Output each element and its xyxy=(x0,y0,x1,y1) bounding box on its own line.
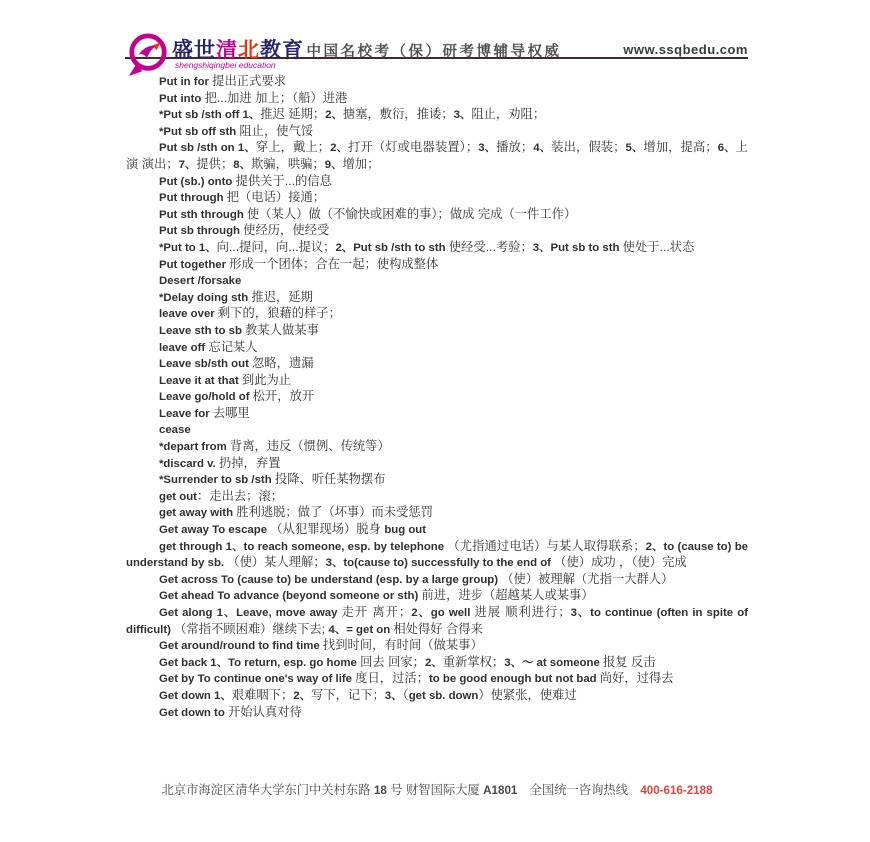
text-segment: 2、 xyxy=(424,656,443,669)
entry-paragraph xyxy=(126,422,748,439)
text-segment: 推迟 延期； xyxy=(260,107,326,122)
text-segment: 阻止，使气馁 xyxy=(239,123,314,138)
text-segment: Get back 1、To return, esp. go home xyxy=(159,656,361,669)
phrase-list xyxy=(126,74,748,721)
text-segment: Get across To (cause to) be understand (esp. by a large group) xyxy=(159,573,502,586)
entry-paragraph xyxy=(126,356,748,373)
text-segment: Leave for xyxy=(159,407,213,420)
text-segment: 使处于...状态 xyxy=(622,239,695,254)
text-segment: cease xyxy=(159,424,191,437)
text-segment: 3、～ at someone xyxy=(504,656,603,669)
entry-paragraph xyxy=(126,705,748,722)
text-segment: （ xyxy=(402,687,409,702)
text-segment: 报复 反击 xyxy=(602,654,656,669)
entry-paragraph xyxy=(126,340,748,357)
entry-paragraph xyxy=(126,124,748,141)
entry-paragraph xyxy=(126,74,748,91)
text-segment: ）使紧张，使难过 xyxy=(478,687,577,702)
text-segment: Put into xyxy=(159,92,205,105)
text-segment: 3、 xyxy=(384,689,403,702)
entry-paragraph xyxy=(126,655,748,672)
entry-paragraph xyxy=(126,389,748,406)
text-segment: 提供关于...的信息 xyxy=(235,173,332,188)
text-segment: 教育 xyxy=(260,39,304,62)
entry-paragraph xyxy=(126,505,748,522)
text-segment: 清 xyxy=(216,39,238,62)
text-segment: 增加，提高； xyxy=(643,140,718,155)
text-segment: 推迟，延期 xyxy=(251,289,313,304)
text-segment: 5、 xyxy=(625,142,644,155)
text-segment: Put (sb.) onto xyxy=(159,175,236,188)
text-segment: 重新掌权； xyxy=(442,654,505,669)
text-segment: *discard v. xyxy=(159,457,219,470)
text-segment: 全国统一咨询热线 xyxy=(517,783,641,797)
text-segment: *Put to 1、 xyxy=(159,241,217,254)
text-segment: 3、 xyxy=(453,109,472,122)
text-segment: （使）某人理解； xyxy=(227,555,326,570)
text-segment: 找到时间，有时间（做某事） xyxy=(322,638,483,653)
text-segment: 400-616-2188 xyxy=(640,784,713,797)
text-segment: 向...提问，向...提议； xyxy=(216,239,336,254)
entry-paragraph xyxy=(126,140,748,173)
text-segment: Get around/round to find time xyxy=(159,640,323,653)
text-segment: 装出，假装； xyxy=(551,140,626,155)
entry-paragraph xyxy=(126,323,748,340)
text-segment: 号 财智国际大厦 xyxy=(386,783,484,797)
text-segment: 2、to (cause to) be understand by sb. xyxy=(126,540,748,570)
text-segment: 2、go well xyxy=(411,607,475,619)
text-segment: Leave it at that xyxy=(159,374,242,387)
entry-paragraph xyxy=(126,572,748,589)
text-segment: 把（电话）接通； xyxy=(226,190,326,205)
text-segment: 3、to(cause to) successfully to the end of xyxy=(325,557,555,570)
text-segment: Put sth through xyxy=(159,208,247,221)
text-segment: Get along 1、Leave, move away xyxy=(159,607,342,619)
entry-paragraph xyxy=(126,472,748,489)
text-segment: 写下，记下； xyxy=(311,687,385,702)
text-segment: 2、 xyxy=(325,109,343,122)
entry-paragraph xyxy=(126,240,748,257)
text-segment: （常指不顾困难）继续下去; xyxy=(174,621,329,636)
text-segment: 6、 xyxy=(717,142,736,155)
text-segment: Put sb through xyxy=(159,225,244,238)
text-segment: bug out xyxy=(384,524,427,537)
text-segment: 忘记某人 xyxy=(208,339,258,354)
text-segment: 开始认真对待 xyxy=(227,704,302,719)
text-segment: get through 1、to reach someone, esp. by telephone xyxy=(159,540,448,553)
entry-paragraph xyxy=(126,91,748,108)
text-segment: 4、= get on xyxy=(328,623,394,636)
text-segment: 使（某人）做（不愉快或困难的事）；做成 完成（一件工作） xyxy=(246,206,577,221)
text-segment: 剩下的，狼藉的样子； xyxy=(217,306,341,321)
text-segment: 使经历，使经受 xyxy=(243,223,330,238)
text-segment: 使经受...考验； xyxy=(448,239,533,254)
entry-paragraph xyxy=(126,107,748,124)
text-segment: A1801 xyxy=(483,784,518,797)
text-segment: Get down to xyxy=(159,706,228,719)
text-segment: 北京市海淀区清华大学东门中关村东路 xyxy=(161,783,374,797)
entry-paragraph xyxy=(126,190,748,207)
entry-paragraph xyxy=(126,439,748,456)
header-website-url: www.ssqbedu.com xyxy=(623,42,748,57)
text-segment: 进展 顺利进行； xyxy=(474,605,571,619)
entry-paragraph xyxy=(126,456,748,473)
text-segment: Desert /forsake xyxy=(159,275,242,288)
entry-paragraph xyxy=(126,605,748,638)
text-segment: ：走出去；滚； xyxy=(196,488,284,503)
text-segment: 4、 xyxy=(533,142,552,155)
text-segment: 忽略，遗漏 xyxy=(252,356,314,371)
text-segment: 搪塞，敷衍，推诿； xyxy=(342,107,454,122)
entry-paragraph xyxy=(126,290,748,307)
text-segment: 3、to continue (often in spite of difficult) xyxy=(126,607,748,636)
text-segment: 上演 演出； xyxy=(126,140,748,171)
text-segment: *Put sb /sth off 1、 xyxy=(159,109,261,122)
text-segment: 播放； xyxy=(496,140,534,155)
text-segment: 艰难咽下； xyxy=(231,687,294,702)
entry-paragraph xyxy=(126,539,748,572)
text-segment: 走开 离开； xyxy=(341,605,412,619)
text-segment: 相处得好 合得来 xyxy=(393,621,483,636)
text-segment: leave off xyxy=(159,341,209,354)
text-segment: Leave go/hold of xyxy=(159,391,253,404)
entry-paragraph xyxy=(126,638,748,655)
text-segment: 提出正式要求 xyxy=(212,74,286,88)
text-segment: 提供； xyxy=(196,156,234,171)
text-segment: 扔掉，弃置 xyxy=(218,455,281,470)
header-tagline: 中国名校考（保）研考博辅导权威 xyxy=(306,44,562,60)
text-segment: to be good enough but not bad xyxy=(428,673,600,686)
entry-paragraph xyxy=(126,273,748,290)
text-segment: （使）被理解（尤指一大群人） xyxy=(501,571,674,586)
text-segment: （尤指通过电话）与某人取得联系； xyxy=(447,538,646,553)
text-segment: Put in for xyxy=(159,76,213,88)
text-segment: 打开（灯或电器装置）； xyxy=(348,140,479,155)
text-segment: 9、 xyxy=(324,158,343,171)
text-segment: *Delay doing sth xyxy=(159,291,252,304)
brand-subtitle: shengshiqingbei education xyxy=(175,60,276,70)
text-segment: 度日，过活； xyxy=(355,671,429,686)
brand-logo xyxy=(127,31,317,77)
footer-contact-line xyxy=(126,780,748,798)
text-segment: get away with xyxy=(159,507,237,520)
entry-paragraph xyxy=(126,406,748,423)
entry-paragraph xyxy=(126,588,748,605)
text-segment: 松开，放开 xyxy=(252,389,315,404)
text-segment: 阻止，劝阻； xyxy=(471,107,546,122)
text-segment: 教某人做某事 xyxy=(245,322,319,337)
text-segment: 胜利逃脱；做了（坏事）而未受惩罚 xyxy=(236,505,433,520)
text-segment: Get by To continue one's way of life xyxy=(159,673,356,686)
text-segment: get out xyxy=(159,490,197,503)
text-segment: 2、Put sb /sth to sth xyxy=(335,241,449,254)
text-segment: （使）成功 ，（使）完成 xyxy=(554,555,687,570)
text-segment: 尚好，过得去 xyxy=(599,671,674,686)
text-segment: 北 xyxy=(238,39,260,62)
entry-paragraph xyxy=(126,373,748,390)
entry-paragraph xyxy=(126,306,748,323)
text-segment: 把...加进 加上；（船）进港 xyxy=(204,90,348,105)
text-segment: 欺骗，哄骗； xyxy=(250,156,325,171)
text-segment: 3、 xyxy=(478,142,497,155)
text-segment: 形成一个团体；合在一起；使构成整体 xyxy=(229,256,439,271)
text-segment: 3、Put sb to sth xyxy=(532,241,623,254)
entry-paragraph xyxy=(126,489,748,506)
entry-paragraph xyxy=(126,671,748,688)
text-segment: 到此为止 xyxy=(241,372,292,387)
text-segment: 18 xyxy=(373,784,387,797)
text-segment: leave over xyxy=(159,308,218,321)
entry-paragraph xyxy=(126,522,748,539)
text-segment: 去哪里 xyxy=(212,405,250,420)
entry-paragraph xyxy=(126,223,748,240)
text-segment: *Put sb off sth xyxy=(159,125,240,138)
text-segment: 增加； xyxy=(342,156,380,171)
text-segment: 投降、听任某物摆布 xyxy=(274,472,386,487)
text-segment: Leave sth to sb xyxy=(159,324,246,337)
text-segment: 盛世 xyxy=(172,39,216,62)
text-segment: Put together xyxy=(159,258,230,271)
entry-paragraph xyxy=(126,257,748,274)
text-segment: 前进，进步（超越某人或某事） xyxy=(421,588,594,603)
text-segment: Put through xyxy=(159,192,227,205)
text-segment: 8、 xyxy=(233,158,251,171)
text-segment: Leave sb/sth out xyxy=(159,358,253,371)
text-segment: 回去 回家； xyxy=(360,654,425,669)
text-segment: get sb. down xyxy=(408,689,479,702)
entry-paragraph xyxy=(126,688,748,705)
text-segment: Put sb /sth on 1、 xyxy=(159,142,256,155)
text-segment: 背离，违反（惯例、传统等） xyxy=(229,439,390,454)
entry-paragraph xyxy=(126,207,748,224)
text-segment: Get down 1、 xyxy=(159,689,232,702)
text-segment: （从犯罪现场）脱身 xyxy=(270,522,385,537)
text-segment: 穿上，戴上； xyxy=(255,140,331,155)
text-segment: *Surrender to sb /sth xyxy=(159,474,275,487)
text-segment: 2、 xyxy=(293,689,312,702)
text-segment: 7、 xyxy=(178,158,197,171)
text-segment: *depart from xyxy=(159,441,230,454)
text-segment: Get ahead To advance (beyond someone or sth) xyxy=(159,590,422,603)
text-segment: 2、 xyxy=(330,142,349,155)
text-segment: Get away To escape xyxy=(159,524,271,537)
entry-paragraph xyxy=(126,174,748,191)
